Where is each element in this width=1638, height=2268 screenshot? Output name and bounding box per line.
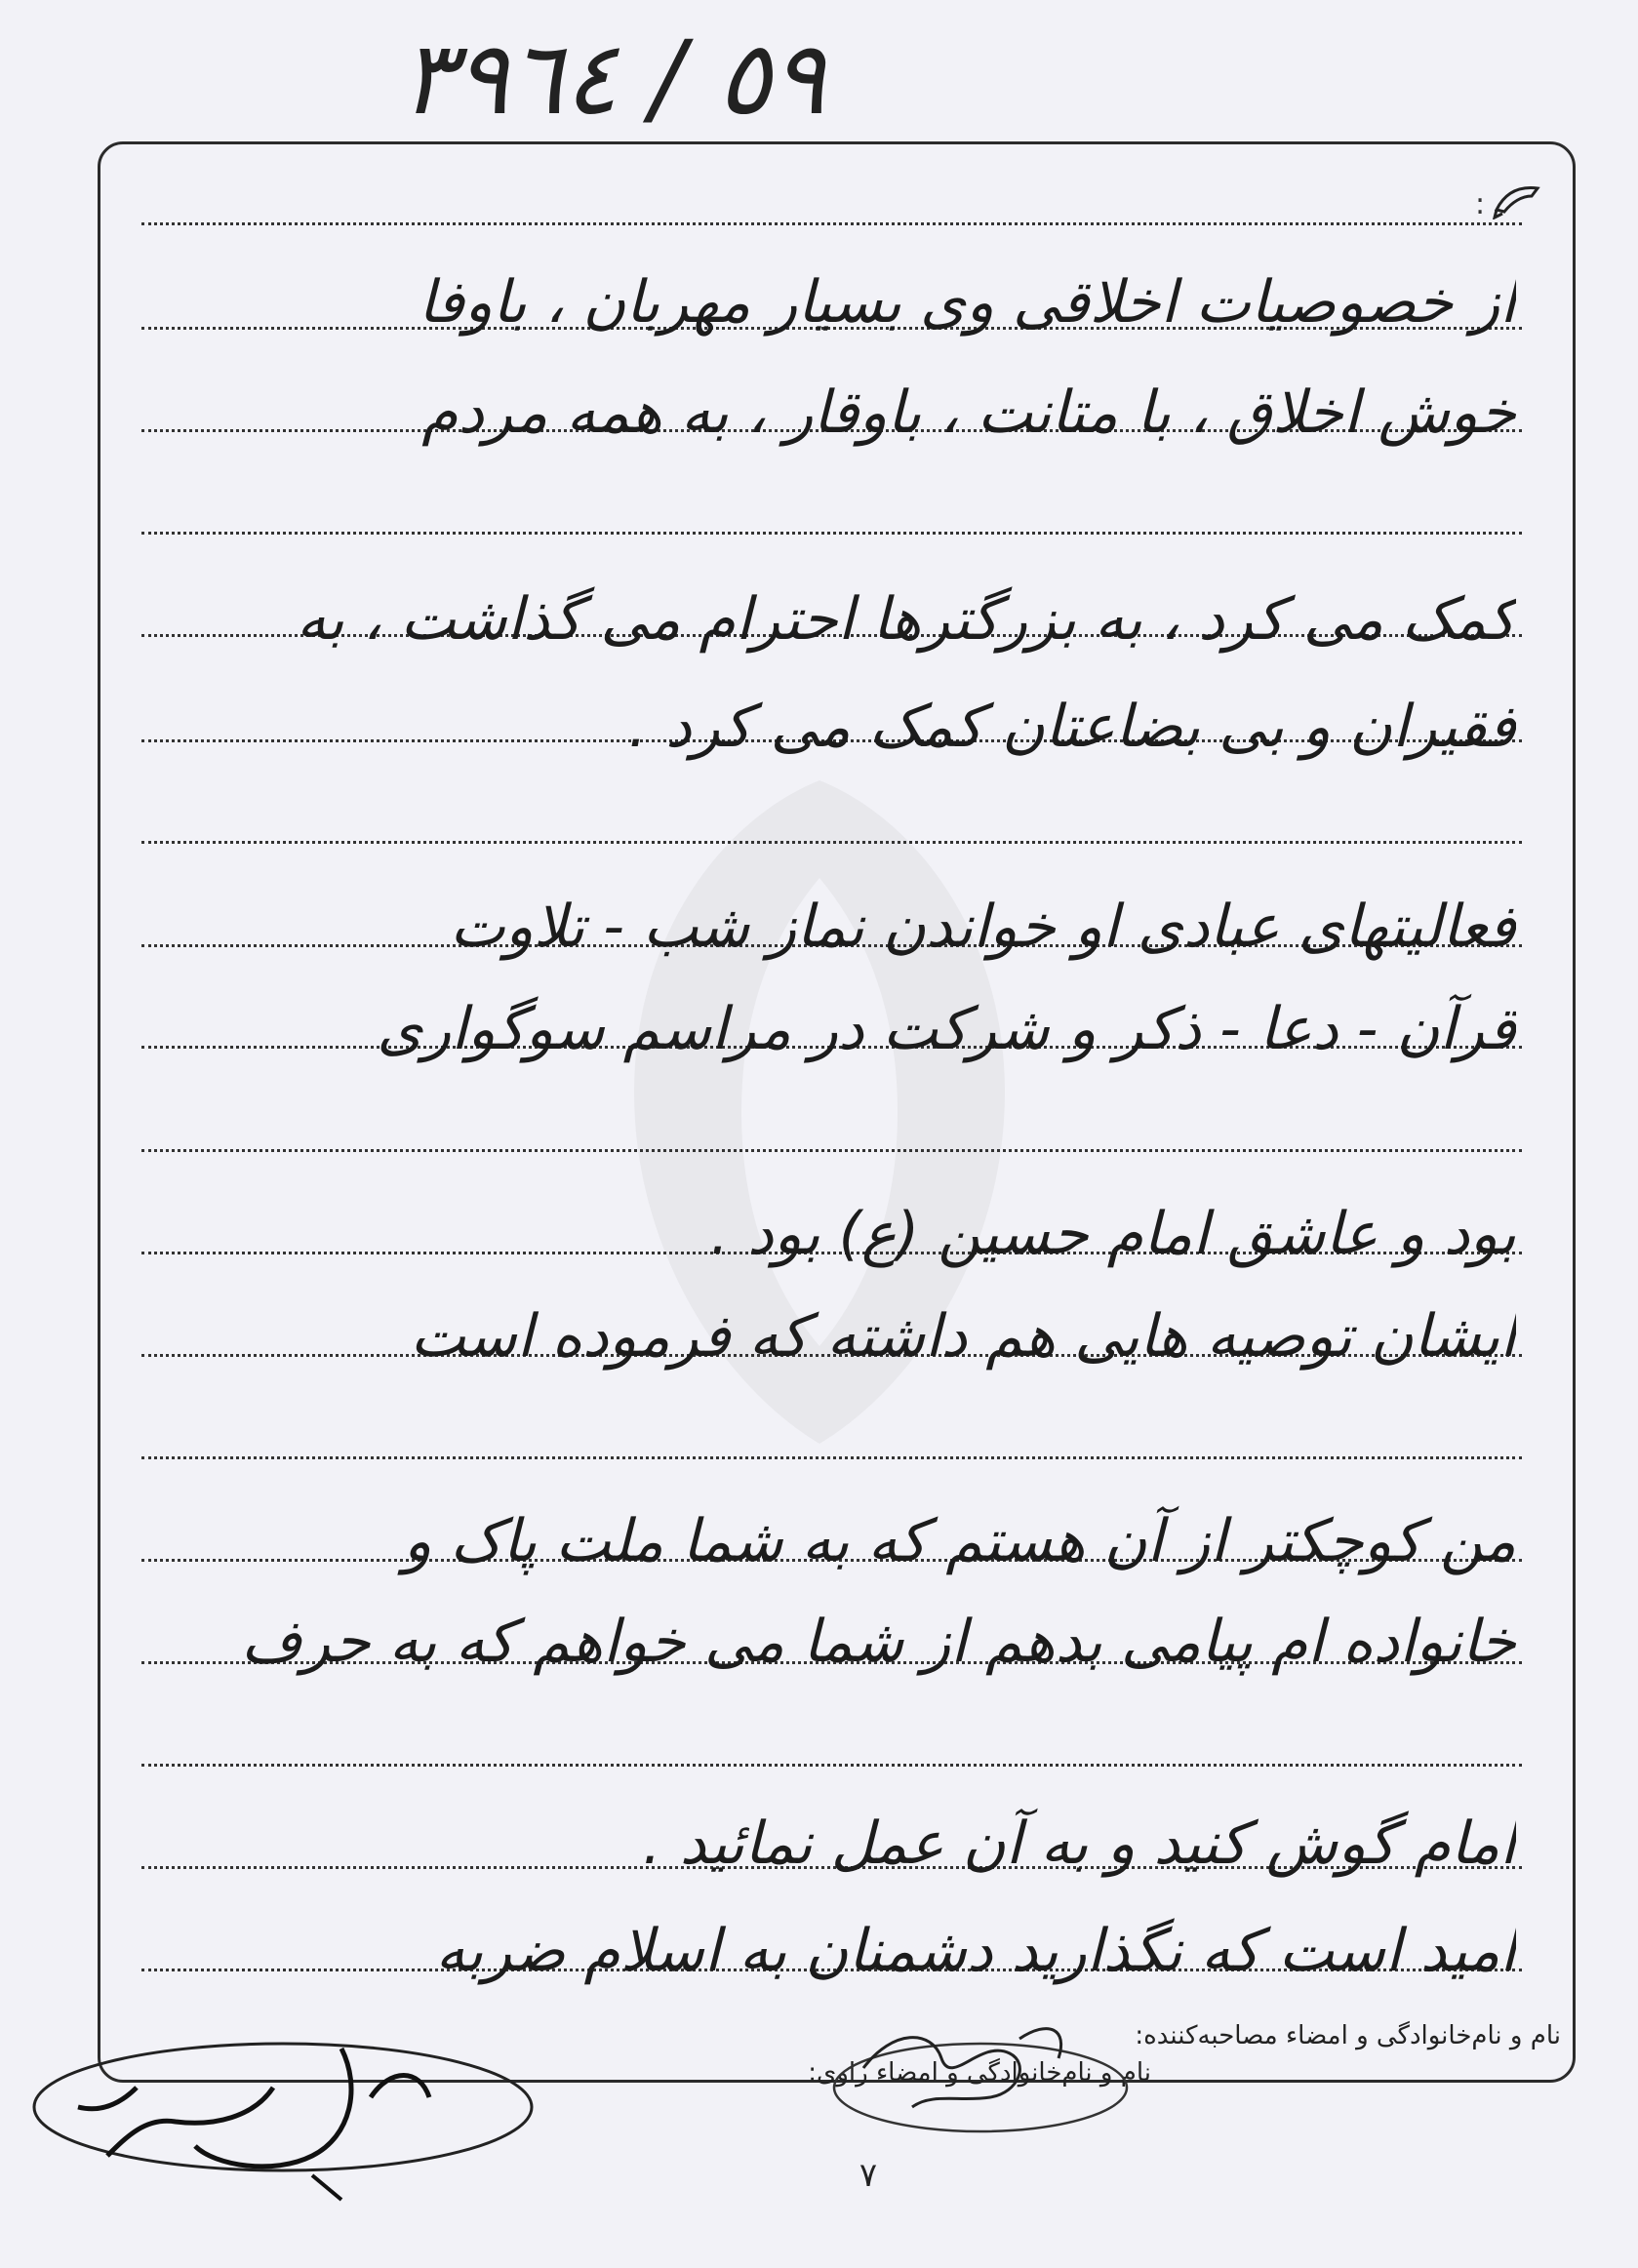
text-line-6: قرآن - دعا - ذکر و شرکت در مراسم سوگواری	[377, 995, 1516, 1063]
text-line-12: امید است که نگذارید دشمنان به اسلام ضربه	[435, 1917, 1516, 1985]
ruled-line	[141, 532, 1522, 535]
narrator-label: نام و نام‌خانوادگی و امضاء راوی:	[808, 2058, 1151, 2088]
ruled-line	[141, 1456, 1522, 1459]
ruled-line	[141, 841, 1522, 844]
interviewer-signature	[824, 2000, 1137, 2146]
page-number: ٧	[859, 2156, 878, 2195]
text-line-1: از خصوصیات اخلاقی وی بسیار مهربان ، باوفا	[418, 268, 1516, 337]
ruled-line	[141, 222, 1522, 225]
pen-icon	[1493, 180, 1541, 219]
text-line-5: فعالیتهای عبادی او خواندن نماز شب - تلاوت	[450, 893, 1516, 961]
ruled-line	[141, 1764, 1522, 1767]
text-line-8: ایشان توصیه هایی هم داشته که فرموده است	[410, 1302, 1516, 1371]
text-line-4: فقیران و بی بضاعتان کمک می کرد .	[628, 693, 1516, 761]
document-code-number: ٥٩ / ٣٩٦٤	[400, 19, 826, 138]
narrator-signature	[20, 2029, 566, 2205]
ruled-line	[141, 1149, 1522, 1152]
text-line-10: خانواده ام پیامی بدهم از شما می خواهم که به حرف	[241, 1608, 1516, 1676]
interviewer-label: نام و نام‌خانوادگی و امضاء مصاحبه‌کننده:	[1135, 2021, 1561, 2050]
text-line-2: خوش اخلاق ، با متانت ، باوقار ، به همه مردم	[421, 378, 1516, 447]
text-line-3: کمک می کرد ، به بزرگترها احترام می گذاشت ، به	[296, 585, 1516, 654]
text-line-11: امام گوش کنید و به آن عمل نمائید .	[642, 1810, 1516, 1878]
text-line-9: من کوچکتر از آن هستم که به شما ملت پاک و	[403, 1507, 1516, 1575]
header-colon: :	[1475, 187, 1486, 221]
text-line-7: بود و عاشق امام حسین (ع) بود .	[709, 1200, 1516, 1268]
